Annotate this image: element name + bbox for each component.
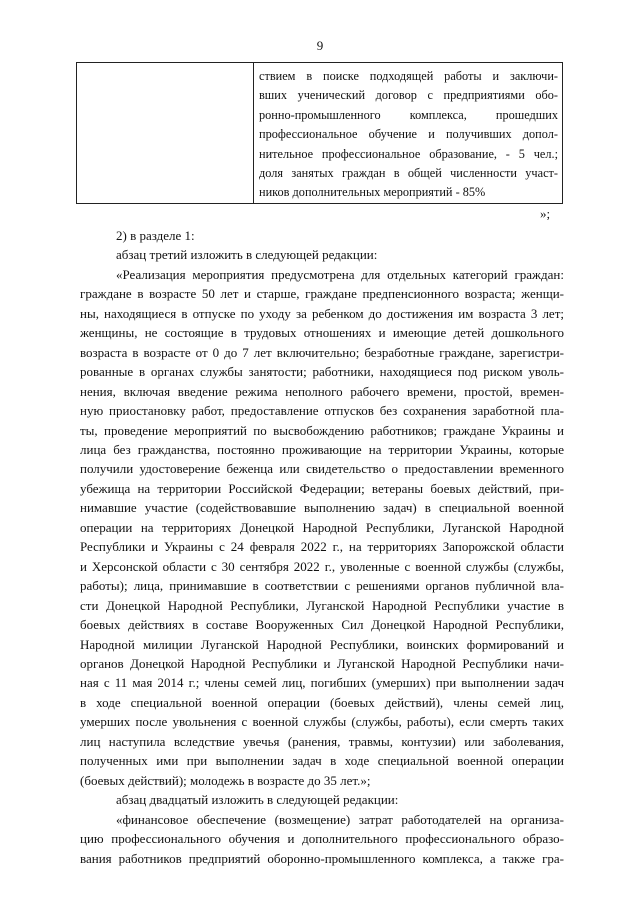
text-line: абзац третий изложить в следующей редакции: <box>116 247 378 263</box>
table-cell-right <box>254 63 563 204</box>
text-line: абзац двадцатый изложить в следующей редакции: <box>116 792 399 808</box>
text-line: «финансовое обеспечение (возмещение) затрат работодателей на организа- <box>116 811 564 827</box>
text-line: боевых действиях в составе Вооруженных Сил Донецкой Народной Республики, <box>80 617 564 633</box>
text-line: Народной милиции Луганской Народной Республики, воинских формирований и <box>80 636 564 652</box>
text-line: вания работников предприятий оборонно-промышленного комплекса, а также гра- <box>80 850 564 866</box>
closing-quote: »; <box>540 206 551 221</box>
text-line: получили удостоверение беженца или свидетельство о предоставлении временного <box>80 461 564 477</box>
text-line: лиц наступила вследствие увечья (ранения, травмы, контузии) или заболевания, <box>80 733 564 749</box>
text-line: органов Донецкой Народной Республики и Луганской Народной Республики начи- <box>80 655 564 671</box>
text-line: «Реализация мероприятия предусмотрена для отдельных категорий граждан: <box>116 266 564 282</box>
text-line: (боевых действий); молодежь в возрасте до 35 лет.»; <box>80 772 371 788</box>
text-line: ны, находящиеся в отпуске по уходу за ребенком до достижения им возраста 3 лет; <box>80 305 564 321</box>
table-cell-left <box>77 63 254 204</box>
text-line: умерших после увольнения с военной службы (службы, работы), если смерть таких <box>80 714 564 730</box>
continuation-table <box>76 62 563 204</box>
text-line: женщины, не состоящие в трудовых отношениях и имеющие детей дошкольного <box>80 325 564 341</box>
table-cell-line: доля занятых граждан в общей численности участ- <box>259 166 558 181</box>
text-line: 2) в разделе 1: <box>116 228 195 243</box>
text-line: нимавшие участие (содействовавшие выполнению задач) в специальной военной <box>80 500 564 516</box>
table-cell-line: ников дополнительных мероприятий - 85% <box>259 185 486 200</box>
text-line: лица без гражданства, постоянно проживающие на территории Украины, которые <box>80 441 564 457</box>
text-line: Республики и Украины с 24 февраля 2022 г., на территориях Запорожской области <box>80 539 564 555</box>
text-line: операции на территориях Донецкой Народной Республики, Луганской Народной <box>80 519 564 535</box>
text-line: нения, включая введение режима неполного рабочего времени, простой, времен- <box>80 383 564 399</box>
text-line: возраста в возрасте от 0 до 7 лет включительно; безработные граждане, зарегистри- <box>80 344 564 360</box>
page-number: 9 <box>316 38 324 53</box>
table-cell-line: нительное профессиональное образование, - 5 чел.; <box>259 146 558 161</box>
text-line: ную приостановку работ, предоставление отпусков без сохранения заработной пла- <box>80 403 564 419</box>
text-line: ная с 11 мая 2014 г.; члены семей лиц, погибших (умерших) при выполнении задач <box>80 675 564 691</box>
text-line: рованные в органах службы занятости; работники, находящиеся под риском уволь- <box>80 364 564 380</box>
table-cell-line: вших ученический договор с предприятиями обо- <box>259 88 558 103</box>
text-line: работы); лица, принимавшие в соответствии с решениями органов публичной вла- <box>80 578 564 594</box>
table-cell-line: профессиональное обучение и получивших допол- <box>259 127 558 142</box>
text-line: и Херсонской области с 30 сентября 2022 г., уволенные с военной службы (службы, <box>80 558 564 574</box>
text-line: цию профессионального обучения и дополнительного профессионального образо- <box>80 831 564 847</box>
text-line: ты, проведение мероприятий по высвобождению работников; граждане Украины и <box>80 422 564 438</box>
text-line: убежища на территории Российской Федерации; ветераны боевых действий, при- <box>80 480 564 496</box>
text-line: граждане в возрасте 50 лет и старше, граждане предпенсионного возраста; женщи- <box>80 286 564 302</box>
table-cell-line: ронно-промышленного комплекса, прошедших <box>259 107 558 122</box>
text-line: сти Донецкой Народной Республики, Луганской Народной Республики участие в <box>80 597 564 613</box>
text-line: полученных ими при выполнении задач в ходе специальной военной операции <box>80 753 564 769</box>
body-text <box>80 226 564 868</box>
table-cell-line: ствием в поиске подходящей работы и заключи- <box>259 69 558 83</box>
table-row <box>77 63 563 204</box>
text-line: в ходе специальной военной операции (боевых действий), члены семей лиц, <box>80 694 564 710</box>
